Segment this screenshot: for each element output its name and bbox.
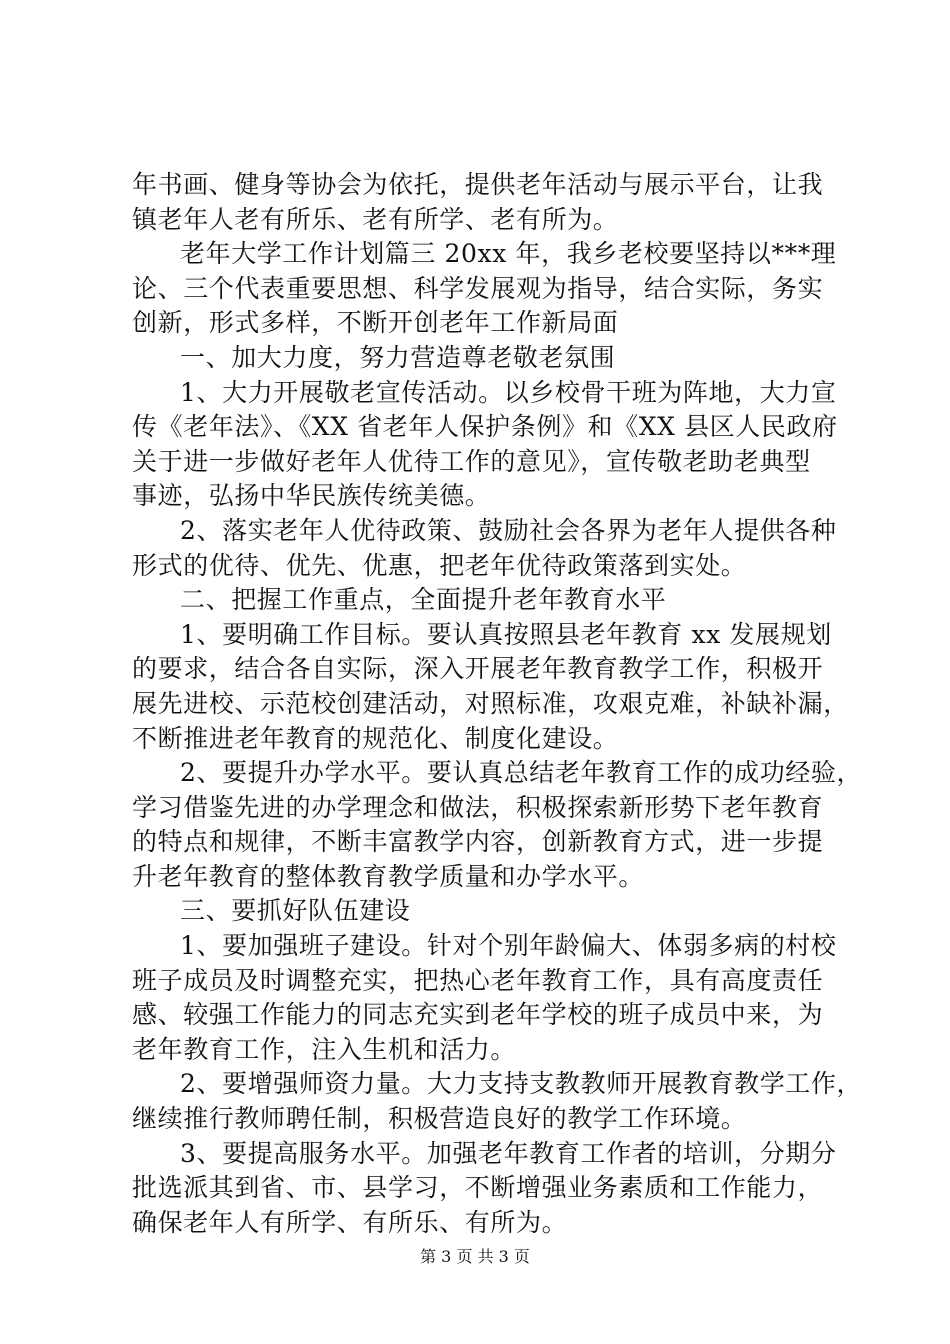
text-line: 老年大学工作计划篇三 20xx 年，我乡老校要坚持以***理 xyxy=(180,239,837,269)
text-line: 感、较强工作能力的同志充实到老年学校的班子成员中来，为 xyxy=(132,1000,824,1030)
text-line: 事迹，弘扬中华民族传统美德。 xyxy=(132,481,491,511)
text-line: 学习借鉴先进的办学理念和做法，积极探索新形势下老年教育 xyxy=(132,792,824,822)
text-line: 老年教育工作，注入生机和活力。 xyxy=(132,1034,517,1064)
text-line: 1、要加强班子建设。针对个别年龄偏大、体弱多病的村校 xyxy=(180,931,837,961)
text-line: 批选派其到省、市、县学习，不断增强业务素质和工作能力， xyxy=(132,1173,824,1203)
text-line: 2、要增强师资力量。大力支持支教教师开展教育教学工作， xyxy=(180,1069,863,1099)
text-line: 传《老年法》、《XX 省老年人保护条例》和《XX 县区人民政府 xyxy=(132,412,838,442)
text-line: 镇老年人老有所乐、老有所学、老有所为。 xyxy=(132,204,619,234)
text-line: 二、把握工作重点，全面提升老年教育水平 xyxy=(180,585,667,615)
text-line: 形式的优待、优先、优惠，把老年优待政策落到实处。 xyxy=(132,550,747,580)
text-line: 1、要明确工作目标。要认真按照县老年教育 xx 发展规划 xyxy=(180,619,832,649)
text-line: 3、要提高服务水平。加强老年教育工作者的培训，分期分 xyxy=(180,1138,837,1168)
text-line: 升老年教育的整体教育教学质量和办学水平。 xyxy=(132,861,645,891)
document-body xyxy=(132,168,863,1240)
text-line: 关于进一步做好老年人优待工作的意见》，宣传敬老助老典型 xyxy=(132,446,811,476)
text-line: 2、落实老年人优待政策、鼓励社会各界为老年人提供各种 xyxy=(180,515,837,545)
text-line: 一、加大力度，努力营造尊老敬老氛围 xyxy=(180,342,616,372)
text-line: 班子成员及时调整充实，把热心老年教育工作，具有高度责任 xyxy=(132,965,824,995)
text-line: 1、大力开展敬老宣传活动。以乡校骨干班为阵地，大力宣 xyxy=(180,377,837,407)
text-line: 2、要提升办学水平。要认真总结老年教育工作的成功经验， xyxy=(180,758,863,788)
text-line: 的特点和规律，不断丰富教学内容，创新教育方式，进一步提 xyxy=(132,827,824,857)
text-line: 展先进校、示范校创建活动，对照标准，攻艰克难，补缺补漏， xyxy=(132,688,849,718)
text-line: 年书画、健身等协会为依托，提供老年活动与展示平台，让我 xyxy=(132,170,824,199)
text-line: 确保老年人有所学、有所乐、有所为。 xyxy=(132,1207,568,1237)
text-line: 继续推行教师聘任制，积极营造良好的教学工作环境。 xyxy=(132,1104,747,1134)
text-line: 三、要抓好队伍建设 xyxy=(180,896,411,926)
text-line: 论、三个代表重要思想、科学发展观为指导，结合实际，务实 xyxy=(132,273,824,303)
text-line: 创新，形式多样，不断开创老年工作新局面 xyxy=(132,308,619,338)
text-line: 不断推进老年教育的规范化、制度化建设。 xyxy=(132,723,619,753)
text-line: 的要求，结合各自实际，深入开展老年教育教学工作，积极开 xyxy=(132,654,824,684)
page-footer: 第 3 页 共 3 页 xyxy=(420,1247,530,1266)
